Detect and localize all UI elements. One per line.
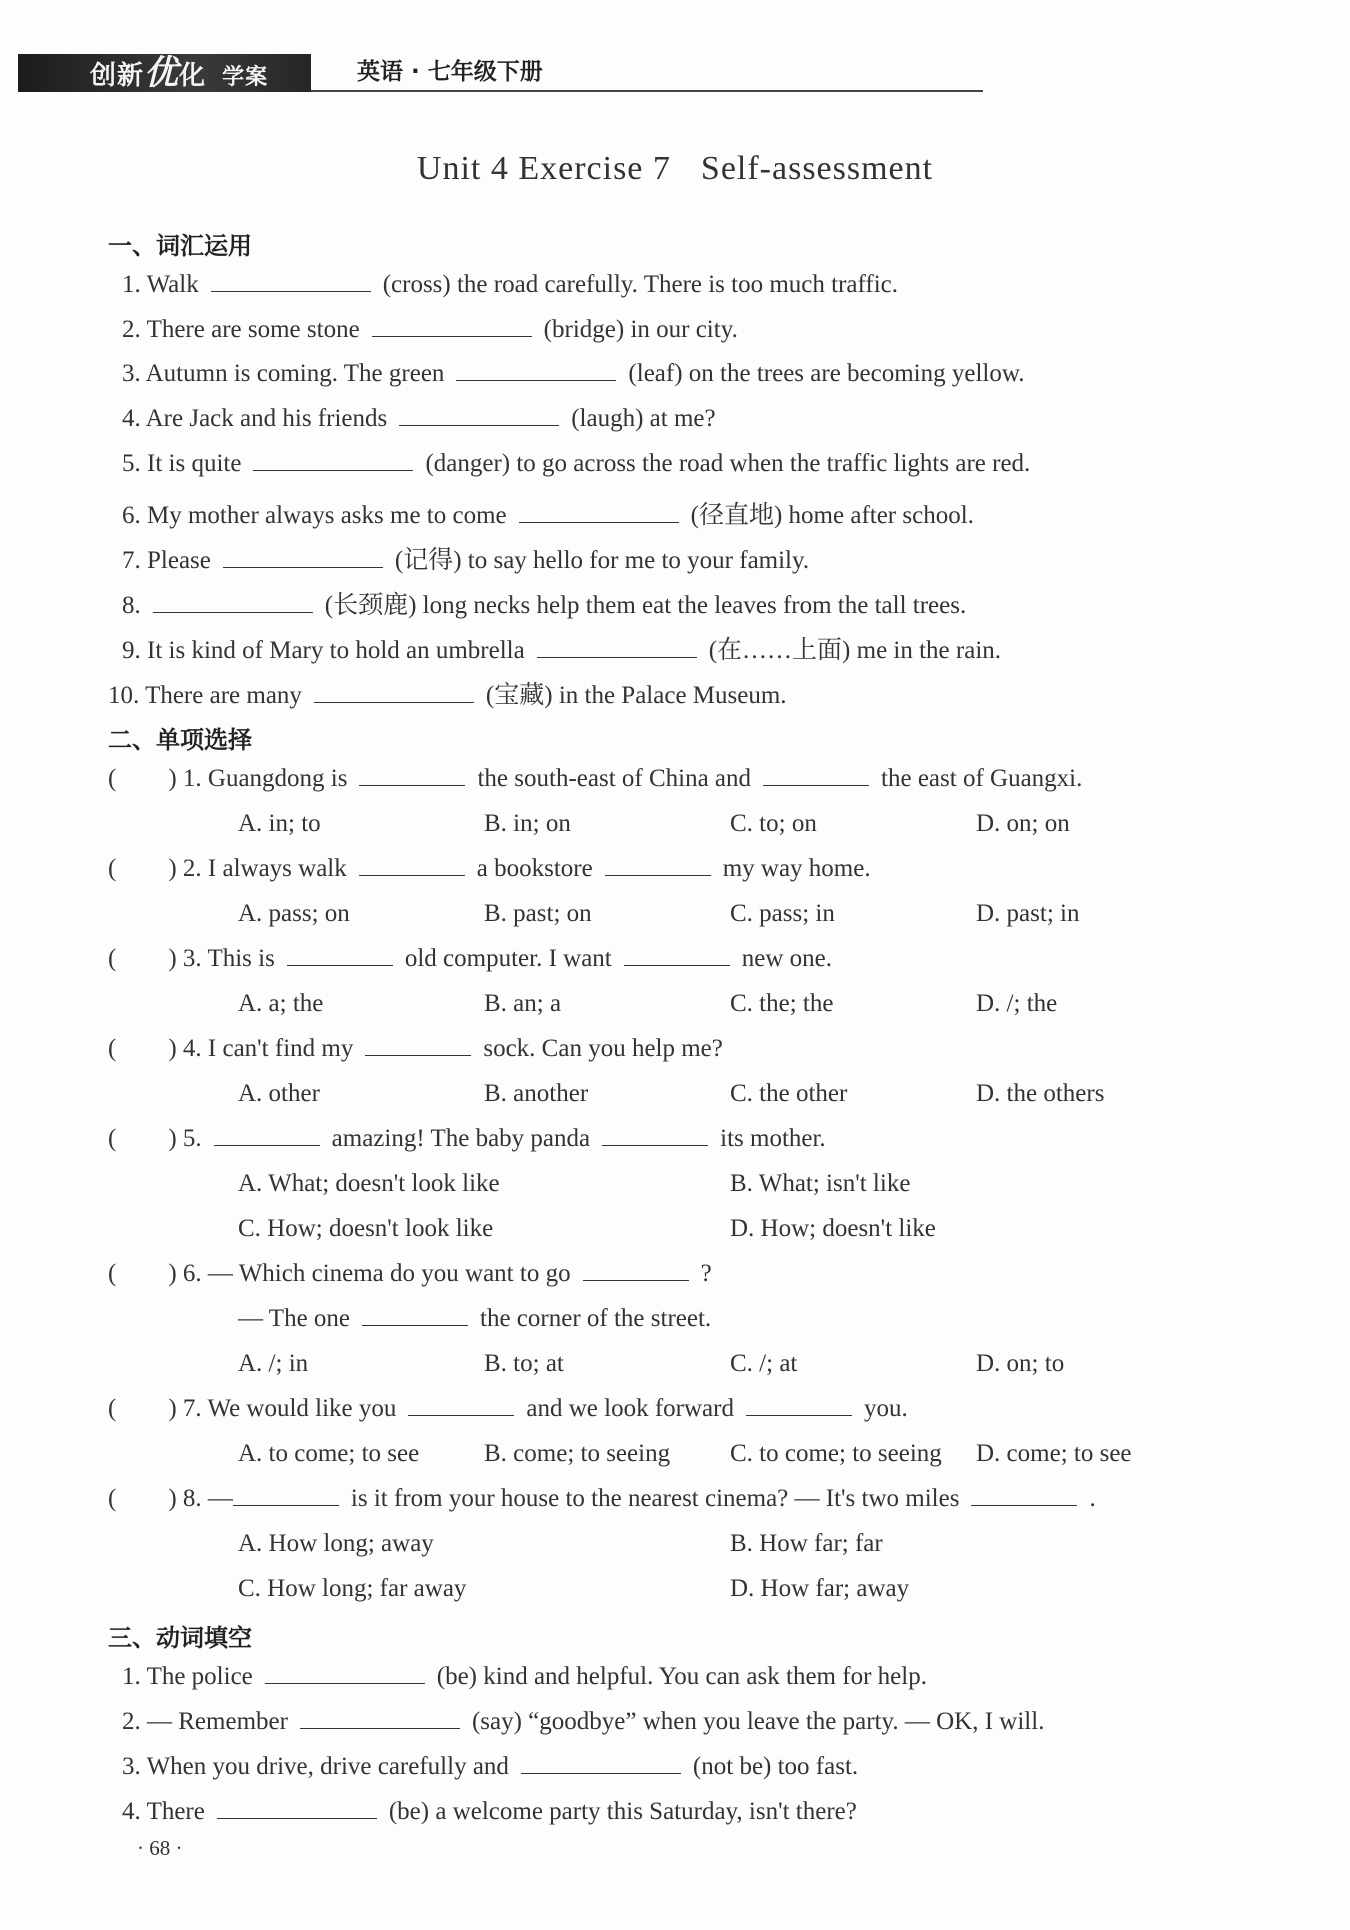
question-6: ( ) 6. — Which cinema do you want to go ? [108, 1260, 712, 1287]
option[interactable]: D. How; doesn't like [730, 1215, 936, 1242]
vocab-item: 6. My mother always asks me to come (径直地) home after school. [122, 502, 974, 529]
option[interactable]: A. in; to [238, 810, 321, 837]
answer-blank[interactable] [214, 1144, 320, 1146]
question-7: ( ) 7. We would like you and we look forward you. [108, 1395, 908, 1422]
question-6-reply: — The one the corner of the street. [238, 1305, 712, 1332]
answer-paren[interactable]: ( ) [108, 1485, 177, 1512]
option[interactable]: B. an; a [484, 990, 562, 1017]
option[interactable]: C. to; on [730, 810, 817, 837]
question-1: ( ) 1. Guangdong is the south-east of China and the east of Guangxi. [108, 765, 1083, 792]
answer-blank[interactable] [372, 335, 532, 337]
vocab-item: 7. Please (记得) to say hello for me to your family. [122, 547, 810, 574]
answer-paren[interactable]: ( ) [108, 855, 177, 882]
question-5: ( ) 5. amazing! The baby panda its mother. [108, 1125, 826, 1152]
option[interactable]: B. past; on [484, 900, 592, 927]
section-choice-heading: 二、单项选择 [108, 726, 252, 754]
brand-big-char: 优 [144, 53, 180, 93]
option[interactable]: B. another [484, 1080, 589, 1107]
option[interactable]: C. pass; in [730, 900, 835, 927]
vocab-item: 10. There are many (宝藏) in the Palace Museum. [108, 682, 787, 709]
option[interactable]: A. other [238, 1080, 320, 1107]
answer-paren[interactable]: ( ) [108, 1395, 177, 1422]
option[interactable]: C. /; at [730, 1350, 798, 1377]
option[interactable]: B. to; at [484, 1350, 564, 1377]
answer-blank[interactable] [746, 1414, 852, 1416]
option[interactable]: D. on; on [976, 810, 1070, 837]
answer-blank[interactable] [300, 1727, 460, 1729]
answer-blank[interactable] [153, 611, 313, 613]
answer-blank[interactable] [624, 964, 730, 966]
answer-blank[interactable] [763, 784, 869, 786]
verb-item: 4. There (be) a welcome party this Saturday, isn't there? [122, 1798, 857, 1825]
option[interactable]: A. How long; away [238, 1530, 434, 1557]
answer-blank[interactable] [253, 469, 413, 471]
option[interactable]: D. /; the [976, 990, 1058, 1017]
vocab-item: 5. It is quite (danger) to go across the road when the traffic lights are red. [122, 450, 1031, 477]
option[interactable]: B. in; on [484, 810, 571, 837]
option[interactable]: A. a; the [238, 990, 324, 1017]
option[interactable]: A. What; doesn't look like [238, 1170, 500, 1197]
vocab-item: 9. It is kind of Mary to hold an umbrella (在……上面) me in the rain. [122, 637, 1002, 664]
header-rule [311, 90, 983, 92]
answer-blank[interactable] [456, 379, 616, 381]
answer-blank[interactable] [365, 1054, 471, 1056]
question-4: ( ) 4. I can't find my sock. Can you help me? [108, 1035, 723, 1062]
page-number: · 68 · [137, 1836, 183, 1860]
answer-blank[interactable] [519, 521, 679, 523]
answer-paren[interactable]: ( ) [108, 1260, 177, 1287]
answer-blank[interactable] [362, 1324, 468, 1326]
option[interactable]: C. the; the [730, 990, 834, 1017]
answer-paren[interactable]: ( ) [108, 765, 177, 792]
brand-text: 创新 [90, 61, 145, 91]
option[interactable]: A. to come; to see [238, 1440, 420, 1467]
option[interactable]: C. How; doesn't look like [238, 1215, 494, 1242]
verb-item: 1. The police (be) kind and helpful. You can ask them for help. [122, 1663, 927, 1690]
answer-blank[interactable] [359, 874, 465, 876]
vocab-item: 4. Are Jack and his friends (laugh) at me? [122, 405, 716, 432]
section-vocab-heading: 一、词汇运用 [108, 232, 252, 260]
answer-blank[interactable] [605, 874, 711, 876]
option[interactable]: C. How long; far away [238, 1575, 467, 1602]
vocab-item: 8. (长颈鹿) long necks help them eat the leaves from the tall trees. [122, 592, 967, 619]
vocab-item: 3. Autumn is coming. The green (leaf) on the trees are becoming yellow. [122, 360, 1025, 387]
answer-paren[interactable]: ( ) [108, 1035, 177, 1062]
option[interactable]: D. on; to [976, 1350, 1065, 1377]
option[interactable]: D. the others [976, 1080, 1105, 1107]
vocab-item: 2. There are some stone (bridge) in our city. [122, 316, 738, 343]
option[interactable]: A. pass; on [238, 900, 350, 927]
verb-item: 3. When you drive, drive carefully and (not be) too fast. [122, 1753, 859, 1780]
answer-blank[interactable] [971, 1504, 1077, 1506]
vocab-item: 1. Walk (cross) the road carefully. There is too much traffic. [122, 271, 899, 298]
answer-blank[interactable] [287, 964, 393, 966]
title-sub: Self-assessment [700, 150, 934, 187]
page-title [0, 150, 1350, 188]
answer-blank[interactable] [223, 566, 383, 568]
answer-blank[interactable] [521, 1772, 681, 1774]
answer-blank[interactable] [233, 1504, 339, 1506]
option[interactable]: C. the other [730, 1080, 848, 1107]
option[interactable]: B. come; to seeing [484, 1440, 671, 1467]
title-unit: Unit 4 Exercise 7 [416, 150, 671, 187]
question-8: ( ) 8. — is it from your house to the nearest cinema? — It's two miles . [108, 1485, 1096, 1512]
option[interactable]: B. How far; far [730, 1530, 883, 1557]
option[interactable]: B. What; isn't like [730, 1170, 911, 1197]
option[interactable]: D. How far; away [730, 1575, 910, 1602]
answer-blank[interactable] [602, 1144, 708, 1146]
answer-blank[interactable] [537, 656, 697, 658]
question-3: ( ) 3. This is old computer. I want new one. [108, 945, 832, 972]
section-verbs-heading: 三、动词填空 [108, 1624, 252, 1652]
answer-blank[interactable] [408, 1414, 514, 1416]
answer-blank[interactable] [583, 1279, 689, 1281]
answer-paren[interactable]: ( ) [108, 1125, 177, 1152]
verb-item: 2. — Remember (say) “goodbye” when you leave the party. — OK, I will. [122, 1708, 1045, 1735]
answer-blank[interactable] [265, 1682, 425, 1684]
brand-banner [18, 54, 311, 92]
answer-blank[interactable] [359, 784, 465, 786]
answer-blank[interactable] [314, 701, 474, 703]
brand-text-end: 化 [179, 61, 207, 91]
answer-blank[interactable] [211, 290, 371, 292]
answer-blank[interactable] [217, 1817, 377, 1819]
subject-label: 英语 · 七年级下册 [357, 59, 543, 85]
option[interactable]: C. to come; to seeing [730, 1440, 942, 1467]
option[interactable]: D. past; in [976, 900, 1080, 927]
answer-blank[interactable] [399, 424, 559, 426]
brand-subtitle: 学案 [222, 65, 269, 90]
question-2: ( ) 2. I always walk a bookstore my way home. [108, 855, 871, 882]
option[interactable]: A. /; in [238, 1350, 309, 1377]
option[interactable]: D. come; to see [976, 1440, 1132, 1467]
answer-paren[interactable]: ( ) [108, 945, 177, 972]
